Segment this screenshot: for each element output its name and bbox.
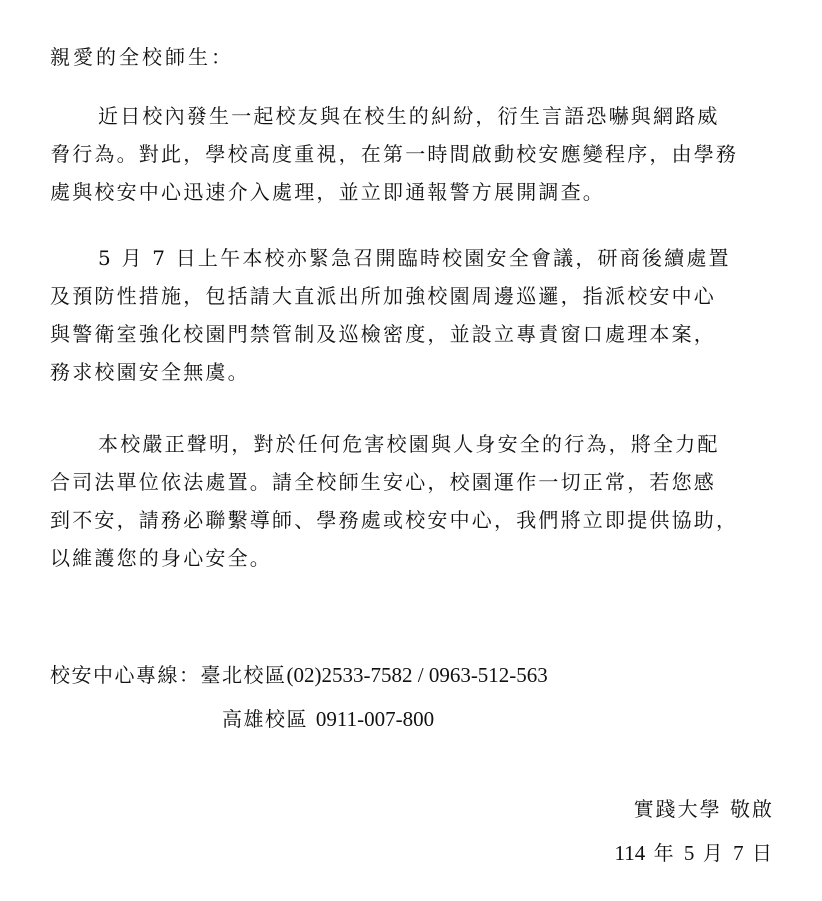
date-day-unit: 日 — [752, 841, 774, 865]
contact-hotline — [50, 658, 548, 692]
kaohsiung-campus-number: 0911-007-800 — [315, 707, 435, 731]
paragraph-line: 及預防性措施，包括請大直派出所加強校園周邊巡邏，指派校安中心 — [50, 284, 716, 308]
kaohsiung-campus-label: 高雄校區 — [222, 707, 308, 731]
signature-date — [614, 831, 774, 875]
contact-kaohsiung — [222, 702, 434, 736]
paragraph-line: 合司法單位依法處置。請全校師生安心，校園運作一切正常，若您感 — [50, 470, 716, 494]
paragraph-line: 本校嚴正聲明，對於任何危害校園與人身安全的行為，將全力配 — [98, 432, 720, 456]
paragraph-line: 處與校安中心迅速介入處理，並立即通報警方展開調查。 — [50, 180, 605, 204]
paragraph-statement — [50, 425, 780, 577]
date-month-unit: 月 — [702, 841, 725, 865]
paragraph-meeting — [50, 239, 780, 391]
paragraph-incident — [50, 97, 780, 211]
contact-label: 校安中心專線： — [50, 663, 201, 687]
paragraph-line: 與警衛室強化校園門禁管制及巡檢密度，並設立專責窗口處理本案， — [50, 322, 716, 346]
paragraph-line: 脅行為。對此，學校高度重視，在第一時間啟動校安應變程序，由學務 — [50, 142, 739, 166]
taipei-campus-numbers: (02)2533-7582 / 0963-512-563 — [286, 663, 548, 687]
salutation: 親愛的全校師生： — [50, 45, 234, 69]
date-year-unit: 年 — [653, 841, 676, 865]
date-year: 114 — [614, 841, 646, 865]
paragraph-line: 到不安，請務必聯繫導師、學務處或校安中心，我們將立即提供協助， — [50, 508, 739, 532]
date-month: 5 — [683, 841, 695, 865]
paragraph-line: 務求校園安全無虞。 — [50, 360, 250, 384]
signature-org: 實踐大學 敬啟 — [633, 797, 774, 821]
taipei-campus-label: 臺北校區 — [200, 663, 287, 687]
paragraph-line: 近日校內發生一起校友與在校生的糾紛，衍生言語恐嚇與網路威 — [98, 104, 720, 128]
paragraph-line: 以維護您的身心安全。 — [50, 546, 272, 570]
signature-block — [614, 787, 774, 875]
paragraph-line: 5 月 7 日上午本校亦緊急召開臨時校園安全會議，研商後續處置 — [98, 246, 731, 270]
date-day: 7 — [733, 841, 744, 865]
